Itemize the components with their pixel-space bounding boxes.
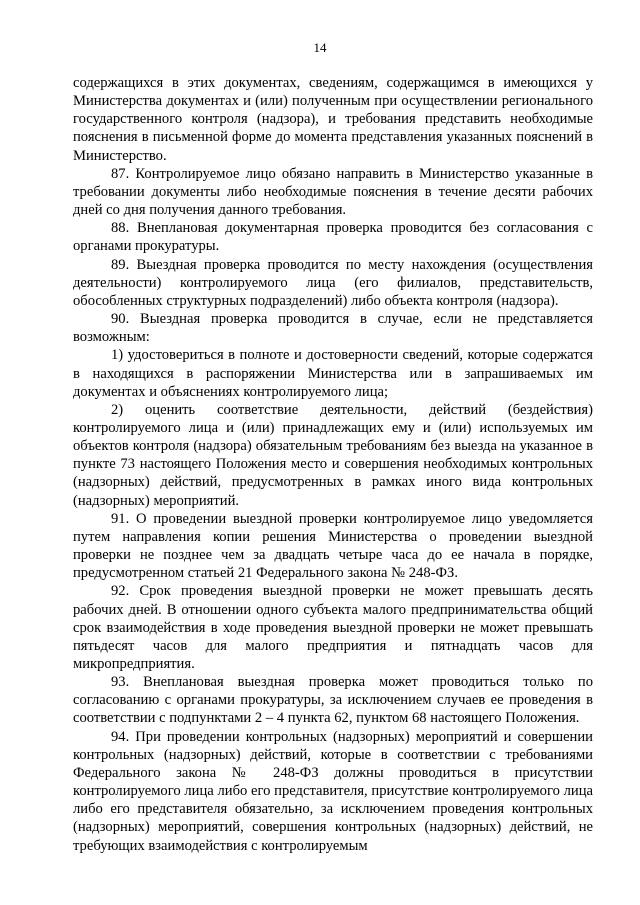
paragraph-94: 94. При проведении контрольных (надзорных) мероприятий и совершении контрольных (надзорных) действий, которые в соответствии с требованиями Федерального закона № 248-ФЗ должны проводиться в присутствии контролируемого лица либо его представителя, присутствие контролируемого лица либо его представителя обязательно, за исключением проведения контрольных (надзорных) мероприятий, совершения контрольных (надзорных) действий, не требующих взаимодействия с контролируемым — [73, 728, 593, 854]
paragraph-continuation: содержащихся в этих документах, сведениям, содержащимся в имеющихся у Министерства документах и (или) полученным при осуществлении регионального государственного контроля (надзора), и требования представить необходимые пояснения в письменной форме до момента представления указанных пояснений в Министерство. — [73, 75, 593, 164]
paragraph-90-item-2: 2) оценить соответствие деятельности, действий (бездействия) контролируемого лица и (или) принадлежащих ему и (или) используемых им объектов контроля (надзора) обязательным требованиям без выезда на указанное в пункте 73 настоящего Положения место и совершения необходимых контрольных (надзорных) действий, предусмотренных в рамках иного вида контрольных (надзорных) мероприятий. — [73, 401, 593, 509]
paragraph-92: 92. Срок проведения выездной проверки не может превышать десять рабочих дней. В отношении одного субъекта малого предпринимательства общий срок взаимодействия в ходе проведения выездной проверки не может превышать пятьдесят часов для малого предприятия и пятнадцать часов для микропредприятия. — [73, 583, 593, 672]
paragraph-90: 90. Выездная проверка проводится в случае, если не представляется возможным: — [73, 311, 593, 346]
paragraph-93: 93. Внеплановая выездная проверка может проводиться только по согласованию с органами прокуратуры, за исключением случаев ее проведения в соответствии с подпунктами 2 – 4 пункта 62, пунктом 68 настоящего Положения. — [73, 674, 593, 727]
paragraph-89: 89. Выездная проверка проводится по месту нахождения (осуществления деятельности) контролируемого лица (его филиалов, представительств, обособленных структурных подразделений) либо объекта контроля (надзора). — [73, 256, 593, 309]
paragraph-88: 88. Внеплановая документарная проверка проводится без согласования с органами прокуратуры. — [73, 220, 593, 255]
page-number: 14 — [313, 40, 327, 55]
paragraph-91: 91. О проведении выездной проверки контролируемое лицо уведомляется путем направления копии решения Министерства о проведении выездной проверки не позднее чем за двадцать четыре часа до ее начала в порядке, предусмотренном статьей 21 Федерального закона № 248-ФЗ. — [73, 510, 593, 582]
paragraph-90-item-1: 1) удостовериться в полноте и достоверности сведений, которые содержатся в находящихся в распоряжении Министерства или в запрашиваемых им документах и объяснениях контролируемого лица; — [73, 347, 593, 400]
document-body — [73, 74, 593, 855]
paragraph-87: 87. Контролируемое лицо обязано направить в Министерство указанные в требовании документы либо необходимые пояснения в течение десяти рабочих дней со дня получения данного требования. — [73, 165, 593, 219]
